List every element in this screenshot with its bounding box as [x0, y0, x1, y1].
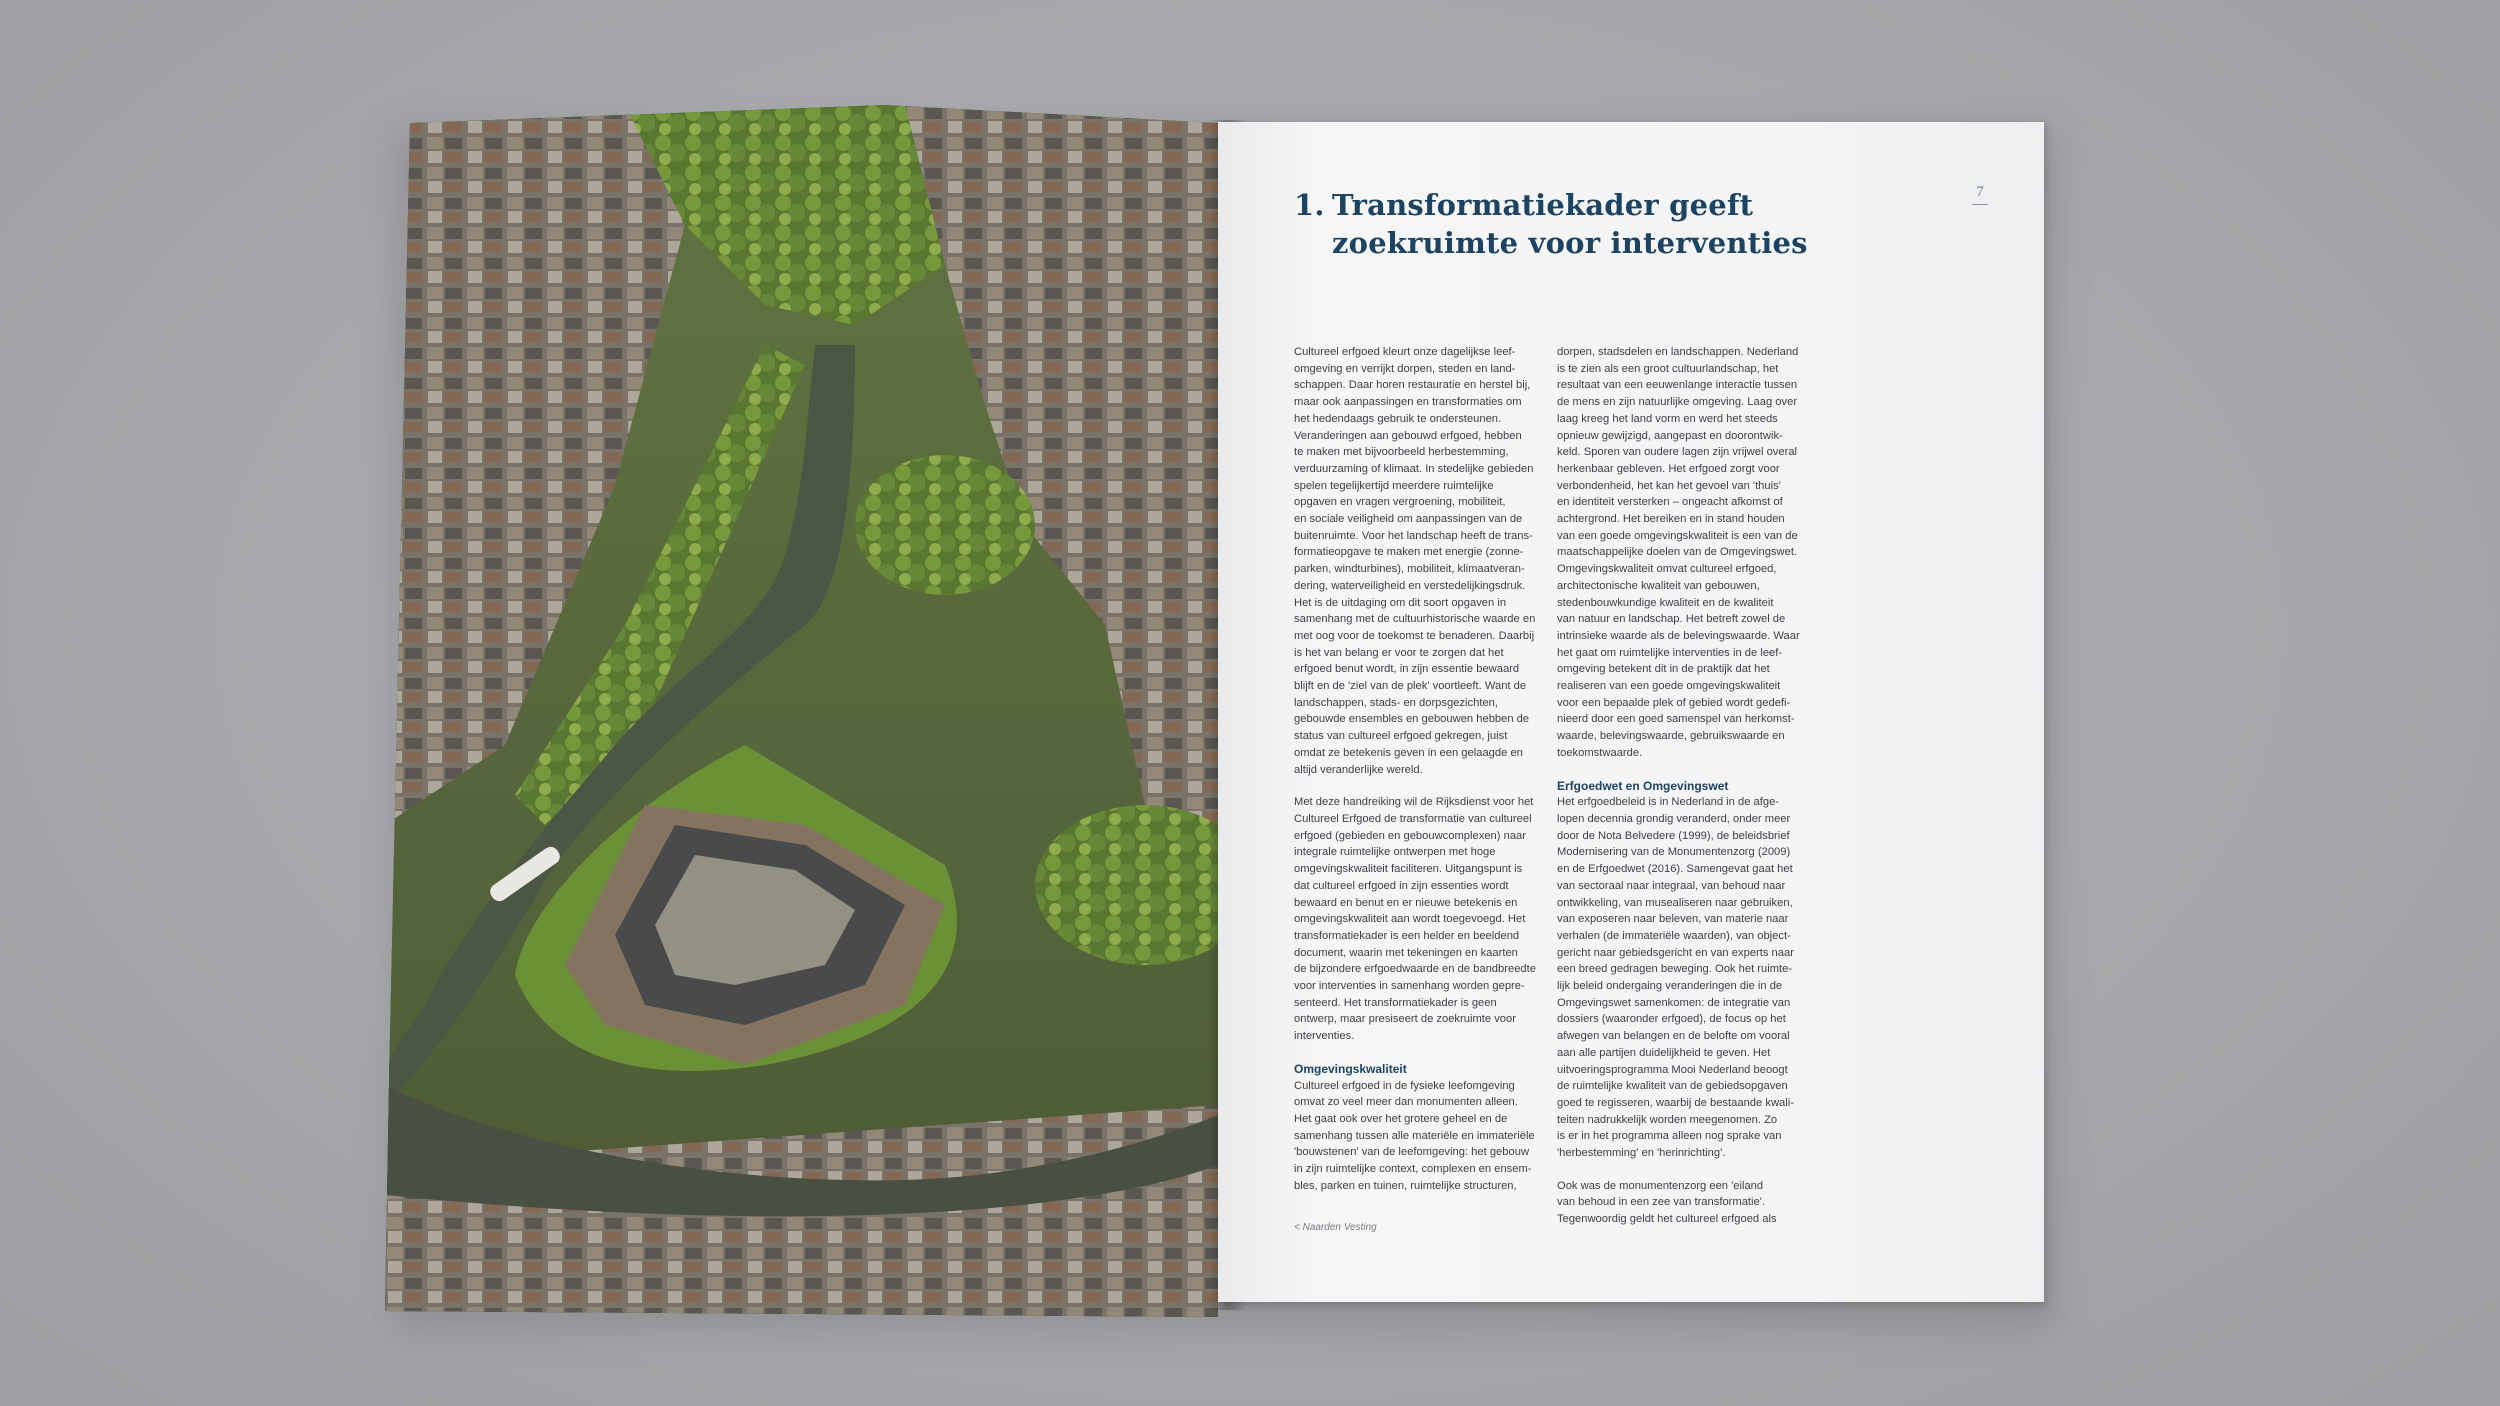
text-line: Veranderingen aan gebouwd erfgoed, hebben	[1294, 429, 1522, 442]
text-line: intrinsieke waarde als de belevingswaarde. Waar	[1557, 629, 1800, 642]
text-page	[1218, 122, 2044, 1302]
text-line: 'herbestemming' en 'herinrichting'.	[1557, 1147, 1726, 1160]
text-line: spelen tegelijkertijd meerdere ruimtelijke	[1294, 479, 1494, 492]
text-line: van natuur en landschap. Het betreft zowel de	[1557, 613, 1786, 626]
text-line: Omgevingswet samenkomen: de integratie van	[1557, 996, 1791, 1009]
aerial-photo-page	[385, 105, 1218, 1317]
text-line: is het van belang er voor te zorgen dat het	[1294, 646, 1504, 659]
text-line: Het gaat ook over het grotere geheel en de	[1294, 1112, 1508, 1125]
text-line: samenhang tussen alle materiële en immateriële	[1294, 1129, 1535, 1142]
text-line: dossiers (waaronder erfgoed), de focus op het	[1557, 1013, 1786, 1026]
text-line: uitvoeringsprogramma Mooi Nederland beoogt	[1557, 1063, 1788, 1076]
text-line: resultaat van een eeuwenlange interactie tussen	[1557, 379, 1798, 392]
text-line: 'bouwstenen' van de leefomgeving: het gebouw	[1294, 1146, 1530, 1159]
text-line: laag kreeg het land vorm en werd het steeds	[1557, 412, 1778, 425]
paragraph	[1294, 794, 1544, 1045]
text-line: Cultureel erfgoed kleurt onze dagelijkse leef-	[1294, 346, 1516, 358]
text-line: Cultureel erfgoed in de fysieke leefomgeving	[1294, 1079, 1515, 1092]
text-line: Cultureel Erfgoed de transformatie van cultureel	[1294, 812, 1532, 825]
text-line: bewaard en benut en er nieuwe betekenis en	[1294, 896, 1518, 909]
text-line: verhalen (de immateriële waarden), van object-	[1557, 929, 1791, 942]
text-line: omvat zo veel meer dan monumenten alleen.	[1294, 1096, 1518, 1109]
text-line: van een goede omgevingskwaliteit is een van de	[1557, 529, 1798, 542]
text-line: toekomstwaarde.	[1557, 746, 1643, 759]
text-line: de mens en zijn natuurlijke omgeving. Laag over	[1557, 396, 1798, 409]
text-line: opnieuw gewijzigd, aangepast en doorontwik-	[1557, 429, 1783, 442]
text-line: omgevingskwaliteit faciliteren. Uitgangspunt is	[1294, 863, 1523, 876]
text-line: parken, windturbines), mobiliteit, klimaatveran-	[1294, 563, 1525, 576]
text-line: opgaven en vragen vergroening, mobiliteit,	[1294, 496, 1506, 509]
text-line: integrale ruimtelijke ontwerpen met hoge	[1294, 846, 1496, 859]
text-line: Tegenwoordig geldt het cultureel erfgoed als	[1557, 1213, 1777, 1226]
text-line: van behoud in een zee van transformatie'.	[1557, 1196, 1765, 1209]
text-line: dorpen, stadsdelen en landschappen. Nederland	[1557, 346, 1799, 358]
text-line: en de Erfgoedwet (2016). Samengevat gaat het	[1557, 863, 1793, 876]
text-line: Omgevingskwaliteit omvat cultureel erfgoed,	[1557, 563, 1777, 576]
text-line: het gaat om ruimtelijke interventies in de leef-	[1557, 646, 1783, 659]
text-line: Met deze handreiking wil de Rijksdienst voor het	[1294, 796, 1534, 809]
text-column-right	[1557, 344, 1807, 1244]
text-line: erfgoed (gebieden en gebouwcomplexen) naar	[1294, 829, 1526, 842]
chapter-title	[1294, 186, 1854, 262]
text-line: te maken met bijvoorbeeld herbestemming,	[1294, 446, 1509, 459]
text-line: omdat ze betekenis geven in een gelaagde en	[1294, 746, 1523, 759]
text-line: status van cultureel erfgoed gekregen, juist	[1294, 730, 1508, 743]
text-line: aan alle partijen duidelijkheid te geven. Het	[1557, 1046, 1771, 1059]
text-line: omgevingskwaliteit aan wordt toegevoegd. Het	[1294, 913, 1526, 926]
text-line: ontwerp, maar presiseert de zoekruimte voor	[1294, 1013, 1516, 1026]
text-line: blijft en de 'ziel van de plek' voortleeft. Want de	[1294, 680, 1527, 693]
text-line: dering, waterveiligheid en verstedelijkingsdruk.	[1294, 579, 1526, 592]
text-line: teiten nadrukkelijk worden meegenomen. Zo	[1557, 1113, 1778, 1126]
text-line: met oog voor de toekomst te benaderen. Daarbij	[1294, 629, 1535, 642]
text-line: bles, parken en tuinen, ruimtelijke structuren,	[1294, 1179, 1517, 1192]
page-number: 7	[1972, 184, 1988, 205]
text-line: is te zien als een groot cultuurlandschap, het	[1557, 362, 1779, 375]
text-line: formatieopgave te maken met energie (zonne-	[1294, 546, 1524, 559]
text-line: waarde, belevingswaarde, gebruikswaarde en	[1557, 730, 1785, 743]
text-column-left	[1294, 344, 1544, 1210]
text-line: verduurzaming of klimaat. In stedelijke gebieden	[1294, 462, 1534, 475]
text-line: dat cultureel erfgoed in zijn essenties wordt	[1294, 879, 1509, 892]
text-line: buitenruimte. Voor het landschap heeft de trans-	[1294, 529, 1533, 542]
text-line: door de Nota Belvedere (1999), de beleidsbrief	[1557, 829, 1790, 842]
text-line: achtergrond. Het bereiken en in stand houden	[1557, 513, 1785, 526]
text-line: en identiteit versterken – ongeacht afkomst of	[1557, 496, 1783, 509]
text-line: gebouwde ensembles en gebouwen hebben de	[1294, 713, 1530, 726]
text-line: keld. Sporen van oudere lagen zijn vrijwel overal	[1557, 446, 1798, 459]
text-line: het hedendaags gebruik te ondersteunen.	[1294, 412, 1502, 425]
text-line: stedenbouwkundige kwaliteit en de kwaliteit	[1557, 596, 1774, 609]
paragraph	[1557, 794, 1807, 1161]
text-line: verbondenheid, het kan het gevoel van 'thuis'	[1557, 479, 1781, 492]
text-line: Het erfgoedbeleid is in Nederland in de afge-	[1557, 796, 1780, 809]
text-line: Het is de uitdaging om dit soort opgaven in	[1294, 596, 1507, 609]
section-heading: Omgevingskwaliteit	[1294, 1061, 1407, 1076]
text-line: Ook was de monumentenzorg een 'eiland	[1557, 1179, 1764, 1192]
paragraph	[1294, 344, 1544, 778]
text-line: realiseren van een goede omgevingskwaliteit	[1557, 680, 1781, 693]
chapter-title-line: Transformatiekader geeft	[1332, 188, 1754, 222]
text-line: lijk beleid ondergaing veranderingen die in de	[1557, 980, 1783, 993]
chapter-title-line: zoekruimte voor interventies	[1332, 226, 1808, 260]
text-line: lopen decennia grondig veranderd, onder meer	[1557, 812, 1791, 825]
text-line: goed te regisseren, waarbij de bestaande kwali-	[1557, 1096, 1794, 1109]
aerial-photo	[385, 105, 1218, 1317]
photo-caption: < Naarden Vesting	[1294, 1222, 1377, 1233]
paragraph	[1294, 1078, 1544, 1195]
text-line: erfgoed benut wordt, in zijn essentie bewaard	[1294, 663, 1520, 676]
text-line: maar ook aanpassingen en transformaties om	[1294, 396, 1522, 409]
text-line: nieerd door een goed samenspel van herkomst-	[1557, 713, 1795, 726]
text-line: voor een bepaalde plek of gebied wordt gedefi-	[1557, 696, 1791, 709]
text-line: de bijzondere erfgoedwaarde en de bandbreedte	[1294, 963, 1536, 976]
text-line: omgeving en verrijkt dorpen, steden en land-	[1294, 362, 1516, 375]
text-line: herkenbaar gebleven. Het erfgoed zorgt voor	[1557, 462, 1780, 475]
text-line: gericht naar gebiedsgericht en van experts naar	[1557, 946, 1794, 959]
text-line: en sociale veiligheid om aanpassingen van de	[1294, 513, 1523, 526]
text-line: altijd veranderlijke wereld.	[1294, 763, 1423, 776]
text-line: een breed gedragen beweging. Ook het ruimte-	[1557, 963, 1793, 976]
text-line: van exposeren naar beleven, van materie naar	[1557, 913, 1789, 926]
text-line: document, waarin met tekeningen en kaarten	[1294, 946, 1518, 959]
text-line: senteerd. Het transformatiekader is geen	[1294, 996, 1497, 1009]
paragraph	[1557, 1178, 1807, 1228]
text-line: de ruimtelijke kwaliteit van de gebiedsopgaven	[1557, 1080, 1788, 1093]
paragraph	[1557, 344, 1807, 762]
text-line: schappen. Daar horen restauratie en herstel bij,	[1294, 379, 1531, 392]
text-line: in zijn ruimtelijke context, complexen en ensem-	[1294, 1163, 1532, 1176]
text-line: samenhang met de cultuurhistorische waarde en	[1294, 613, 1536, 626]
text-line: transformatiekader is een helder en beeldend	[1294, 929, 1520, 942]
text-line: voor interventies in samenhang worden gepre-	[1294, 980, 1525, 993]
text-line: landschappen, stads- en dorpsgezichten,	[1294, 696, 1498, 709]
text-line: van sectoraal naar integraal, van behoud naar	[1557, 879, 1786, 892]
text-line: ontwikkeling, van musealiseren naar gebruiken,	[1557, 896, 1793, 909]
section-heading: Erfgoedwet en Omgevingswet	[1557, 778, 1729, 793]
chapter-number: 1.	[1294, 188, 1325, 222]
text-line: afwegen van belangen en de belofte om vooral	[1557, 1030, 1790, 1043]
text-line: is er in het programma alleen nog sprake van	[1557, 1130, 1782, 1143]
text-line: omgeving betekent dit in de praktijk dat het	[1557, 663, 1770, 676]
text-line: interventies.	[1294, 1030, 1355, 1043]
text-line: Modernisering van de Monumentenzorg (2009)	[1557, 846, 1791, 859]
text-line: maatschappelijke doelen van de Omgevingswet.	[1557, 546, 1798, 559]
text-line: architectonische kwaliteit van gebouwen,	[1557, 579, 1760, 592]
